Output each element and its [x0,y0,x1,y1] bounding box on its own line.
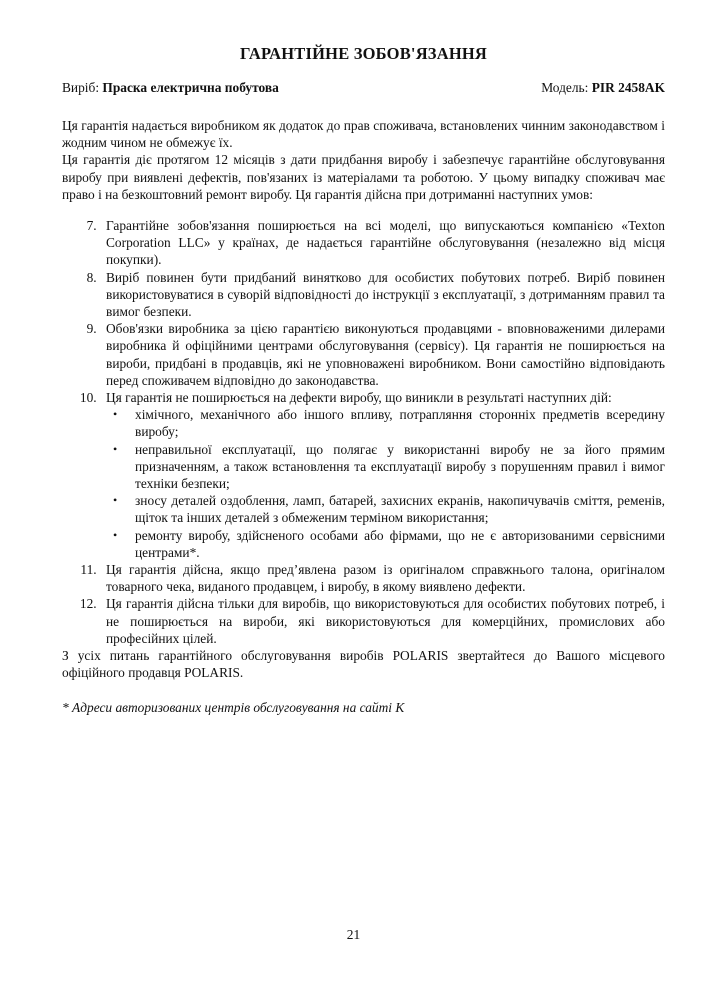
condition-text: Виріб повинен бути придбаний винятково для особистих побутових потреб. Виріб повинен використовуватися в суворій відповідності до інструкції з експлуатації, з дотриманням правил та вимог безпеки. [106,269,665,320]
exclusion-item [113,492,665,526]
contact-paragraph: З усіх питань гарантійного обслуговування виробів POLARIS звертайтеся до Вашого місцевого офіційного продавця POLARIS. [62,648,665,681]
exclusion-text: зносу деталей оздоблення, ламп, батарей, захисних екранів, накопичувачів сміття, ременів, щіток та інших деталей з обмеженим терміном використання; [135,493,665,526]
page-number: 21 [346,927,361,942]
condition-item [100,595,665,647]
product-label: Виріб: [62,80,100,95]
model-label: Модель: [541,80,589,95]
intro-paragraph-2: Ця гарантія діє протягом 12 місяців з дати придбання виробу і забезпечує гарантійне обслуговування виробу при виявлені дефектів, пов'язаних із матеріалами та роботою. У цьому випадку споживач має право і на безкоштовний ремонт виробу. Ця гарантія дійсна при дотриманні наступних умов: [62,152,665,202]
condition-item [100,389,665,561]
footnote: * Адреси авторизованих центрів обслуговування на сайті К [62,699,405,715]
condition-item [100,561,665,595]
bullet-icon: • [113,527,118,542]
exclusion-text: неправильної експлуатації, що полягає у використанні виробу не за його прямим призначенням, а також встановлення та експлуатації виробу з порушенням правил і вимог техніки безпеки; [135,441,665,492]
condition-text: Гарантійне зобов'язання поширюється на всі моделі, що випускаються компанією «Texton Corporation LLC» у країнах, де надається гарантійне обслуговування (незалежно від місця покупки). [106,218,665,268]
condition-text: Ця гарантія не поширюється на дефекти виробу, що виникли в результаті наступних дій: [106,390,612,406]
exclusion-text: хімічного, механічного або іншого впливу, потрапляння сторонніх предметів всередину виробу; [135,407,665,440]
condition-item [100,320,665,389]
product-info [62,80,279,96]
condition-text: Обов'язки виробника за цією гарантією виконуються продавцями - вповноваженими дилерами виробника й офіційними центрами обслуговування (сервісу). Ця гарантія не поширюється на вироби, придбані в продавців, які не уповноважені виробником. Вони самостійно відповідають перед споживачем відповідно до законодавства. [106,321,665,388]
exclusion-text: ремонту виробу, здійсненого особами або фірмами, що не є авторизованими сервісними центрами*. [135,527,665,560]
condition-text: Ця гарантія дійсна, якщо пред’явлена разом із оригіналом справжнього талона, оригіналом товарного чека, виданого продавцем, і виробу, в якому виявлено дефекти. [106,562,665,595]
model-value: PIR 2458AK [591,80,665,95]
conditions-list [62,217,665,647]
exclusions-list [106,406,665,561]
product-info-row [62,80,665,96]
page-title: ГАРАНТІЙНЕ ЗОБОВ'ЯЗАННЯ [239,44,488,63]
bullet-icon: • [113,407,118,422]
warranty-page [62,40,665,716]
bullet-icon: • [113,441,118,456]
exclusion-item [113,406,665,440]
model-info [541,80,665,96]
exclusion-item [113,527,665,561]
condition-item [100,217,665,269]
exclusion-item [113,441,665,493]
condition-text: Ця гарантія дійсна тільки для виробів, що використовуються для особистих побутових потреб, і не поширюється на вироби, які використовуються для комерційних, промислових або професійних цілей. [106,596,665,646]
bullet-icon: • [113,493,118,508]
intro-paragraph-1: Ця гарантія надається виробником як додаток до прав споживача, встановлених чинним законодавством і жодним чином не обмежує їх. [62,118,665,151]
condition-item [100,269,665,321]
product-name: Праска електрична побутова [102,80,279,95]
